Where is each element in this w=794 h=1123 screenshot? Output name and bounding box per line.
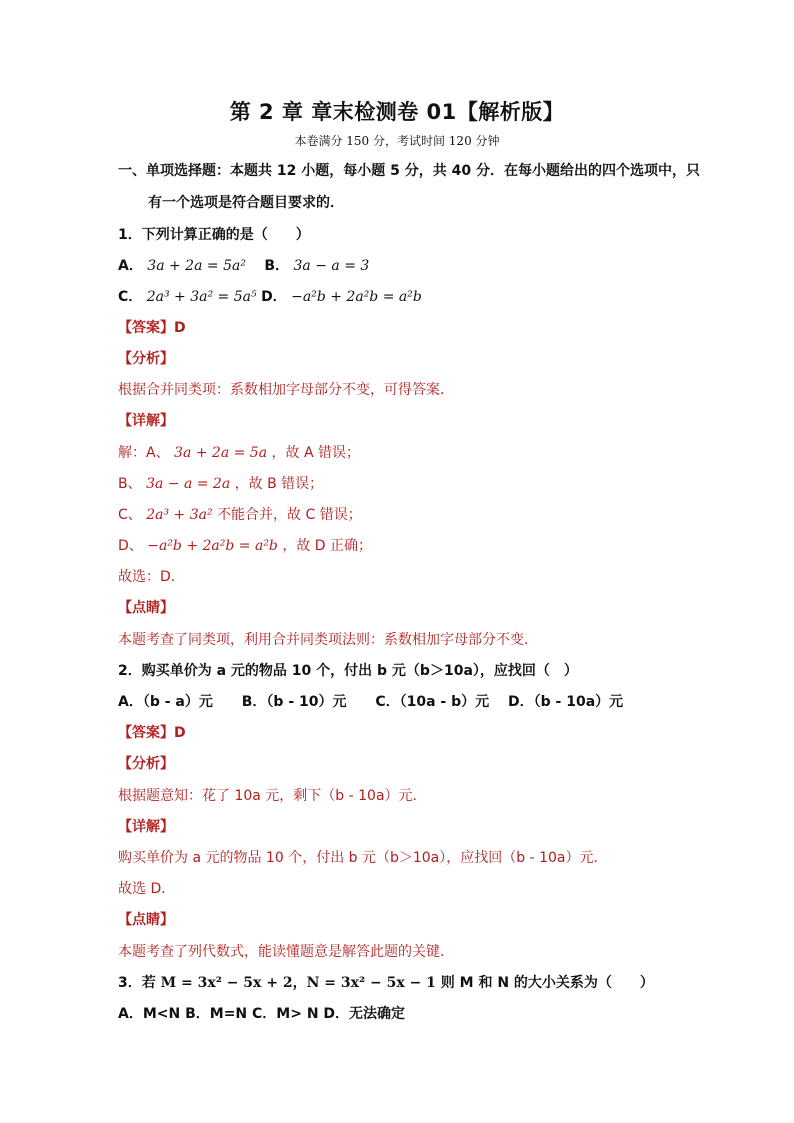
q1-detail-b-suffix: ，故 B 错误； xyxy=(234,476,324,492)
q3-sep: ， xyxy=(292,975,307,991)
q1-stem: 1．下列计算正确的是（ ） xyxy=(118,227,310,243)
page-title: 第 2 章 章末检测卷 01【解析版】 xyxy=(229,100,565,124)
q1-detail-c-suffix: 不能合并，故 C 错误； xyxy=(217,507,362,523)
q1-opt-b-label: B． xyxy=(264,258,290,274)
q2-opt-b: B．（b - 10）元 xyxy=(241,694,347,710)
q1-detail-a-suffix: ，故 A 错误； xyxy=(271,445,360,461)
q1-opt-b-math: 3a − a = 3 xyxy=(293,258,370,274)
q1-choice: 故选：D． xyxy=(118,569,185,585)
q3-m-expression: M = 3x² − 5x + 2 xyxy=(160,975,293,991)
q2-analysis: 根据题意知：花了 10a 元，剩下（b - 10a）元． xyxy=(118,788,427,804)
q1-opt-d-label: D． xyxy=(261,289,287,305)
q2-choice: 故选 D． xyxy=(118,881,176,897)
page-subtitle: 本卷满分 150 分，考试时间 120 分钟 xyxy=(294,134,500,148)
q3-options: A．M<N B．M=N C．M> N D．无法确定 xyxy=(118,1006,406,1022)
q2-opt-d: D．（b - 10a）元 xyxy=(508,694,624,710)
q1-detail-b-math: 3a − a = 2a xyxy=(146,476,231,492)
q1-comment: 本题考查了同类项，利用合并同类项法则：系数相加字母部分不变． xyxy=(118,632,538,648)
q2-detail: 购买单价为 a 元的物品 10 个，付出 b 元（b＞10a），应找回（b - 10a）元． xyxy=(118,850,608,866)
q1-comment-tag: 【点睛】 xyxy=(118,600,174,616)
q2-comment-tag: 【点睛】 xyxy=(118,912,174,928)
q1-opt-a-label: A． xyxy=(118,258,143,274)
q1-analysis: 根据合并同类项：系数相加字母部分不变，可得答案． xyxy=(118,382,454,398)
q1-opt-c-math: 2a³ + 3a² = 5a⁵ xyxy=(146,289,257,305)
section-heading-line-1: 一、单项选择题：本题共 12 小题，每小题 5 分，共 40 分．在每小题给出的四个选项中，只 xyxy=(118,163,700,179)
q1-detail-d-math: −a²b + 2a²b = a²b xyxy=(147,538,278,554)
q1-options-cd xyxy=(118,287,422,307)
q1-detail-d-suffix: ，故 D 正确； xyxy=(282,538,373,554)
q1-detail-b xyxy=(118,474,323,494)
q2-answer: 【答案】D xyxy=(118,725,186,741)
q2-detail-tag: 【详解】 xyxy=(118,819,174,835)
q1-detail-c-math: 2a³ + 3a² xyxy=(146,507,213,523)
q1-detail-b-prefix: B、 xyxy=(118,476,142,492)
q1-opt-a-math: 3a + 2a = 5a² xyxy=(147,258,246,274)
q1-detail-c xyxy=(118,505,362,525)
q1-detail-a xyxy=(118,443,360,463)
q2-opt-a: A．（b - a）元 xyxy=(118,694,213,710)
q1-answer: 【答案】D xyxy=(118,320,186,336)
q1-detail-a-prefix: 解：A、 xyxy=(118,445,170,461)
q2-opt-c: C．（10a - b）元 xyxy=(375,694,490,710)
q3-stem xyxy=(118,973,654,993)
q3-stem-suffix: 则 M 和 N 的大小关系为（ ） xyxy=(435,975,654,991)
q2-options xyxy=(118,692,623,712)
q1-analysis-tag: 【分析】 xyxy=(118,351,174,367)
q1-options-ab xyxy=(118,256,369,276)
section-heading-line-2: 有一个选项是符合题目要求的． xyxy=(148,195,344,211)
q1-detail-c-prefix: C、 xyxy=(118,507,142,523)
q2-stem: 2．购买单价为 a 元的物品 10 个，付出 b 元（b＞10a），应找回（ ） xyxy=(118,663,578,679)
q1-opt-c-label: C． xyxy=(118,289,143,305)
q2-analysis-tag: 【分析】 xyxy=(118,756,174,772)
q1-detail-a-math: 3a + 2a = 5a xyxy=(174,445,268,461)
q1-detail-tag: 【详解】 xyxy=(118,413,174,429)
q1-detail-d xyxy=(118,536,372,556)
q3-n-expression: N = 3x² − 5x − 1 xyxy=(306,975,436,991)
q1-detail-d-prefix: D、 xyxy=(118,538,143,554)
q3-stem-prefix: 3．若 xyxy=(118,975,156,991)
q1-opt-d-math: −a²b + 2a²b = a²b xyxy=(291,289,422,305)
q2-comment: 本题考查了列代数式，能读懂题意是解答此题的关键． xyxy=(118,944,454,960)
